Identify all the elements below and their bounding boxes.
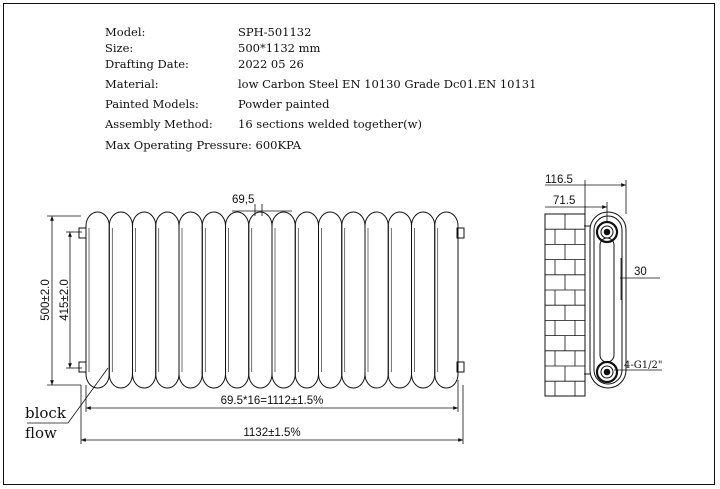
radiator-section <box>249 212 272 388</box>
radiator-section <box>272 212 295 388</box>
left-top-stub <box>79 228 86 238</box>
drafting-date-label: Drafting Date: <box>105 57 189 71</box>
connection-label: 4-G1/2" <box>624 360 663 371</box>
height-total-label: 500±2.0 <box>40 279 52 321</box>
width-sections-label: 69.5*16=1112±1.5% <box>220 395 324 407</box>
flow-label: flow <box>25 424 57 442</box>
radiator-section <box>365 212 388 388</box>
depth-wall-label: 71.5 <box>553 195 576 207</box>
radiator-section <box>179 212 202 388</box>
radiator-section <box>156 212 179 388</box>
radiator-section <box>109 212 132 388</box>
radiator-section <box>342 212 365 388</box>
depth-total-label: 116.5 <box>545 174 573 186</box>
material-value: low Carbon Steel EN 10130 Grade Dc01.EN 10131 <box>238 77 537 91</box>
radiator-section <box>412 212 435 388</box>
size-label: Size: <box>105 41 134 55</box>
radiator-section <box>295 212 318 388</box>
model-label: Model: <box>105 25 146 39</box>
painted-models-value: Powder painted <box>238 97 330 111</box>
assembly-method-label: Assembly Method: <box>105 117 213 131</box>
radiator-sections <box>86 212 458 388</box>
radiator-section <box>133 212 156 388</box>
max-pressure-text: Max Operating Pressure: 600KPA <box>105 138 302 152</box>
radiator-section <box>202 212 225 388</box>
width-total-label: 1132±1.5% <box>243 427 301 439</box>
size-value: 500*1132 mm <box>238 41 321 55</box>
tube-diameter-label: 30 <box>634 266 647 278</box>
bottom-connection-icon <box>597 362 617 382</box>
side-view <box>545 212 626 396</box>
top-connection-icon <box>597 222 617 242</box>
material-label: Material: <box>105 77 159 91</box>
left-bottom-stub <box>79 362 86 372</box>
pitch-label: 69,5 <box>232 194 255 206</box>
radiator-section <box>319 212 342 388</box>
radiator-section <box>435 212 458 388</box>
front-view <box>79 212 464 388</box>
drafting-date-value: 2022 05 26 <box>238 57 304 71</box>
radiator-section <box>86 212 109 388</box>
block-label: block <box>25 404 66 422</box>
radiator-section <box>388 212 411 388</box>
height-centers-label: 415±2.0 <box>59 279 71 321</box>
model-value: SPH-501132 <box>238 25 312 39</box>
assembly-method-value: 16 sections welded together(w) <box>238 117 422 131</box>
radiator-section <box>226 212 249 388</box>
painted-models-label: Painted Models: <box>105 97 199 111</box>
